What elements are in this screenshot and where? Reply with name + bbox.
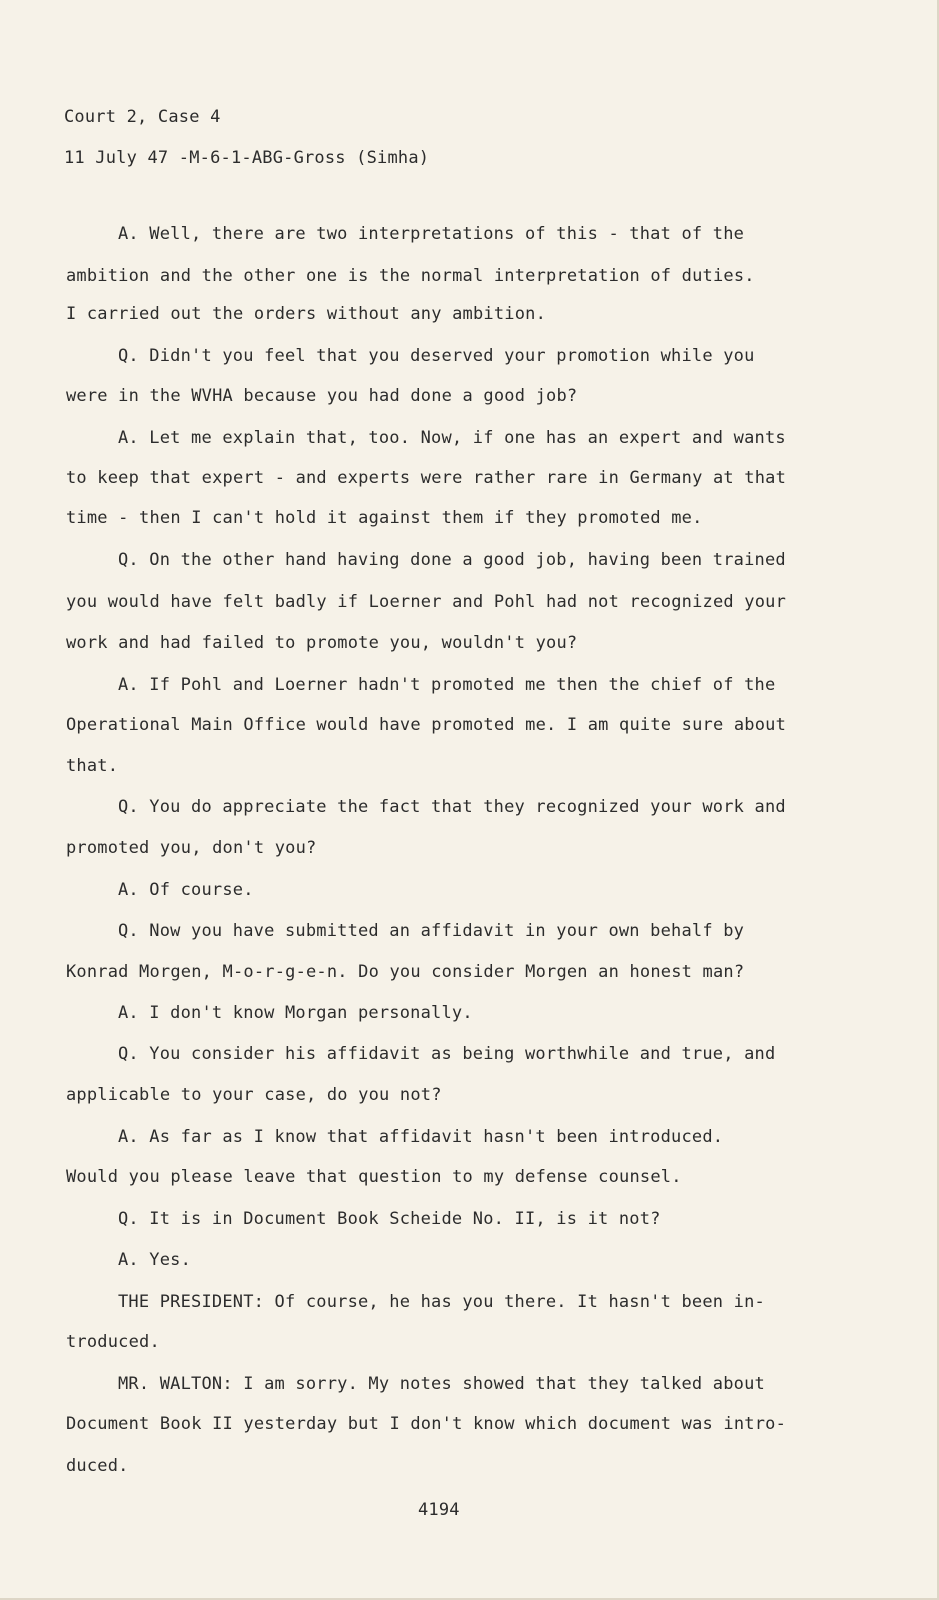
- transcript-line: were in the WVHA because you had done a good job?: [66, 386, 578, 406]
- transcript-line: Q. On the other hand having done a good job, having been trained: [118, 550, 786, 570]
- transcript-line: A. Of course.: [118, 880, 254, 900]
- transcript-line: Konrad Morgen, M-o-r-g-e-n. Do you consider Morgen an honest man?: [66, 962, 745, 982]
- transcript-line: A. If Pohl and Loerner hadn't promoted me then the chief of the: [118, 675, 776, 695]
- session-header: 11 July 47 -M-6-1-ABG-Gross (Simha): [64, 148, 430, 168]
- transcript-line: MR. WALTON: I am sorry. My notes showed that they talked about: [118, 1374, 765, 1394]
- transcript-line: A. Let me explain that, too. Now, if one has an expert and wants: [118, 428, 786, 448]
- transcript-line: Q. You consider his affidavit as being worthwhile and true, and: [118, 1044, 776, 1064]
- transcript-line: A. Yes.: [118, 1250, 192, 1270]
- page-number: 4194: [418, 1500, 460, 1520]
- transcript-line: promoted you, don't you?: [66, 838, 317, 858]
- transcript-line: you would have felt badly if Loerner and Pohl had not recognized your: [66, 592, 787, 612]
- transcript-line: Q. Now you have submitted an affidavit in your own behalf by: [118, 921, 745, 941]
- transcript-line: Operational Main Office would have promoted me. I am quite sure about: [66, 715, 787, 735]
- transcript-line: Q. Didn't you feel that you deserved your promotion while you: [118, 346, 755, 366]
- transcript-line: A. Well, there are two interpretations of this - that of the: [118, 224, 745, 244]
- transcript-line: duced.: [66, 1456, 129, 1476]
- transcript-line: that.: [66, 756, 119, 776]
- court-case-header: Court 2, Case 4: [64, 107, 221, 127]
- transcript-line: I carried out the orders without any ambition.: [66, 304, 547, 324]
- transcript-line: troduced.: [66, 1332, 160, 1352]
- transcript-line: Document Book II yesterday but I don't know which document was intro-: [66, 1414, 787, 1434]
- transcript-line: Would you please leave that question to my defense counsel.: [66, 1167, 682, 1187]
- transcript-line: applicable to your case, do you not?: [66, 1085, 442, 1105]
- transcript-line: THE PRESIDENT: Of course, he has you there. It hasn't been in-: [118, 1292, 765, 1312]
- transcript-line: Q. It is in Document Book Scheide No. II, is it not?: [118, 1209, 661, 1229]
- transcript-line: time - then I can't hold it against them if they promoted me.: [66, 508, 703, 528]
- transcript-line: Q. You do appreciate the fact that they recognized your work and: [118, 797, 786, 817]
- transcript-line: to keep that expert - and experts were rather rare in Germany at that: [66, 468, 787, 488]
- transcript-line: A. As far as I know that affidavit hasn't been introduced.: [118, 1127, 724, 1147]
- transcript-line: ambition and the other one is the normal interpretation of duties.: [66, 266, 755, 286]
- transcript-line: A. I don't know Morgan personally.: [118, 1003, 473, 1023]
- transcript-line: work and had failed to promote you, wouldn't you?: [66, 633, 578, 653]
